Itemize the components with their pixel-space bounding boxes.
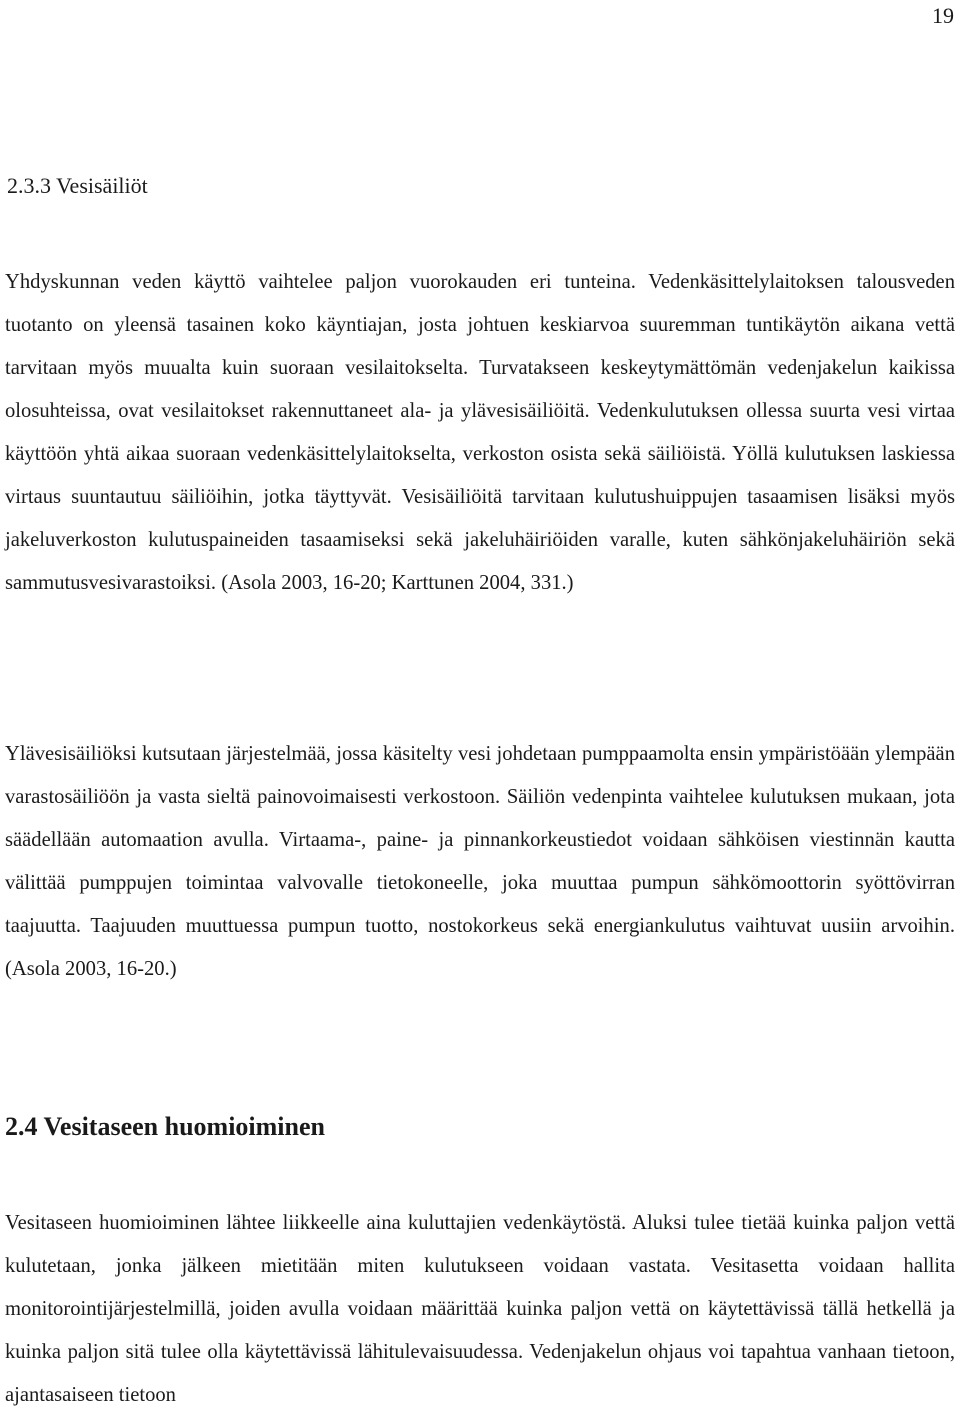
paragraph-water-balance: Vesitaseen huomioiminen lähtee liikkeelle aina kuluttajien vedenkäytöstä. Aluksi tulee tietää kuinka paljon vettä kulutetaan, jonka jälkeen mietitään miten kulutukseen voidaan vastata. Vesitasetta voidaan hallita monitorointijärjestelmillä, joiden avulla voidaan määrittää kuinka paljon vettä on käytettävissä tällä hetkellä ja kuinka paljon sitä tulee olla käytettävissä lähitulevaisuudessa. Vedenjakelun ohjaus voi tapahtua vanhaan tietoon, ajantasaiseen tietoon xyxy=(5,1212,955,1406)
section-heading-vesitase: 2.4 Vesitaseen huomioiminen xyxy=(5,1112,325,1141)
page-number: 19 xyxy=(932,3,954,28)
paragraph-elevated-tanks: Ylävesisäiliöksi kutsutaan järjestelmää, jossa käsitelty vesi johdetaan pumppaamolta ensin ympäristöään ylempään varastosäiliöön ja vasta sieltä painovoimaisesti verkostoon. Säiliön vedenpinta vaihtelee kulutuksen mukaan, jota säädellään automaation avulla. Virtaama-, paine- ja pinnankorkeustiedot voidaan sähköisen viestinnän kautta välittää pumppujen toimintaa valvovalle tietokoneelle, joka muuttaa pumpun sähkömoottorin syöttövirran taajuutta. Taajuuden muuttuessa pumpun tuotto, nostokorkeus sekä energiankulutus vaihtuvat uusiin arvoihin. (Asola 2003, 16-20.) xyxy=(5,743,955,980)
section-heading-vesisailiot: 2.3.3 Vesisäiliöt xyxy=(7,173,148,198)
paragraph-water-usage: Yhdyskunnan veden käyttö vaihtelee paljon vuorokauden eri tunteina. Vedenkäsittelylaitoksen talousveden tuotanto on yleensä tasainen koko käyntiajan, josta johtuen keskiarvoa suuremman tuntikäytön aikana vettä tarvitaan myös muualta kuin suoraan vesilaitokselta. Turvatakseen keskeytymättömän vedenjakelun kaikissa olosuhteissa, ovat vesilaitokset rakennuttaneet ala- ja ylävesisäiliöitä. Vedenkulutuksen ollessa suurta vesi virtaa käyttöön yhtä aikaa suoraan vedenkäsittelylaitokselta, verkoston osista sekä säiliöistä. Yöllä kulutuksen laskiessa virtaus suuntautuu säiliöihin, jotka täyttyvät. Vesisäiliöitä tarvitaan kulutushuippujen tasaamisen lisäksi myös jakeluverkoston kulutuspaineiden tasaamiseksi sekä jakeluhäiriöiden varalle, kuten sähkönjakeluhäiriön sekä sammutusvesivarastoiksi. (Asola 2003, 16-20; Karttunen 2004, 331.) xyxy=(5,271,955,594)
